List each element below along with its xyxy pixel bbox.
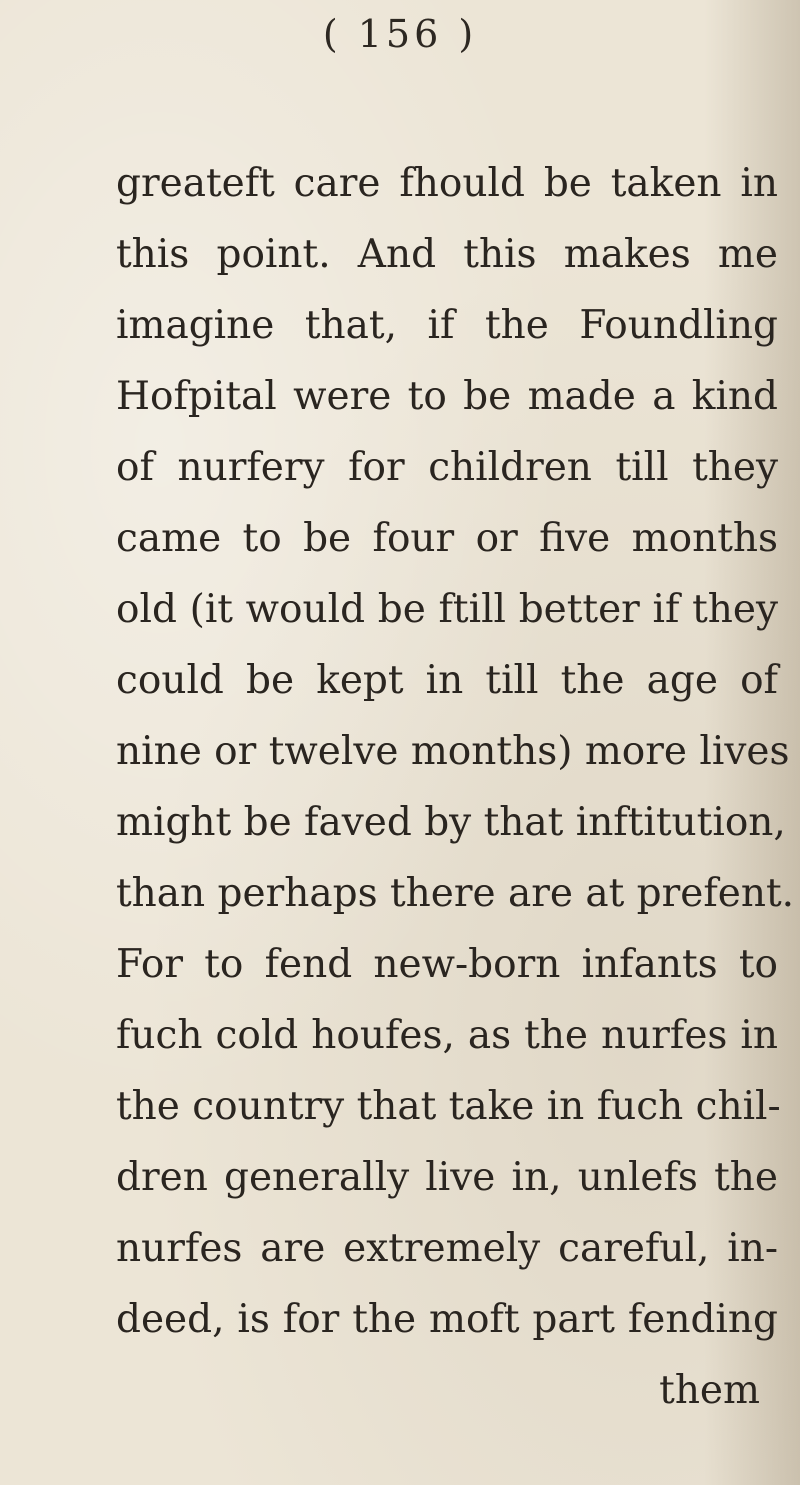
catchword: them (659, 1368, 760, 1413)
text-line: nurfes are extremely careful, in- (116, 1226, 778, 1271)
text-line: could be kept in till the age of (116, 658, 778, 703)
body-text (116, 148, 795, 1426)
text-line: dren generally live in, unlefs the (116, 1155, 778, 1200)
text-line: than perhaps there are at prefent. (116, 871, 795, 916)
text-line: came to be four or five months (116, 516, 778, 561)
text-line: of nurfery for children till they (116, 445, 778, 490)
text-line: greateft care fhould be taken in (116, 161, 778, 206)
text-line: imagine that, if the Foundling (116, 303, 778, 348)
text-line: nine or twelve months) more lives (116, 729, 790, 774)
page-number: ( 156 ) (322, 12, 478, 56)
text-line: old (it would be ftill better if they (116, 587, 778, 632)
text-line: fuch cold houfes, as the nurfes in (116, 1013, 778, 1058)
text-line: might be faved by that inftitution, (116, 800, 786, 845)
text-line: this point. And this makes me (116, 232, 778, 277)
text-line: the country that take in fuch chil- (116, 1084, 781, 1129)
text-line: deed, is for the moft part fending (116, 1297, 778, 1342)
text-line: For to fend new-born infants to (116, 942, 778, 987)
text-line: Hofpital were to be made a kind (116, 374, 778, 419)
